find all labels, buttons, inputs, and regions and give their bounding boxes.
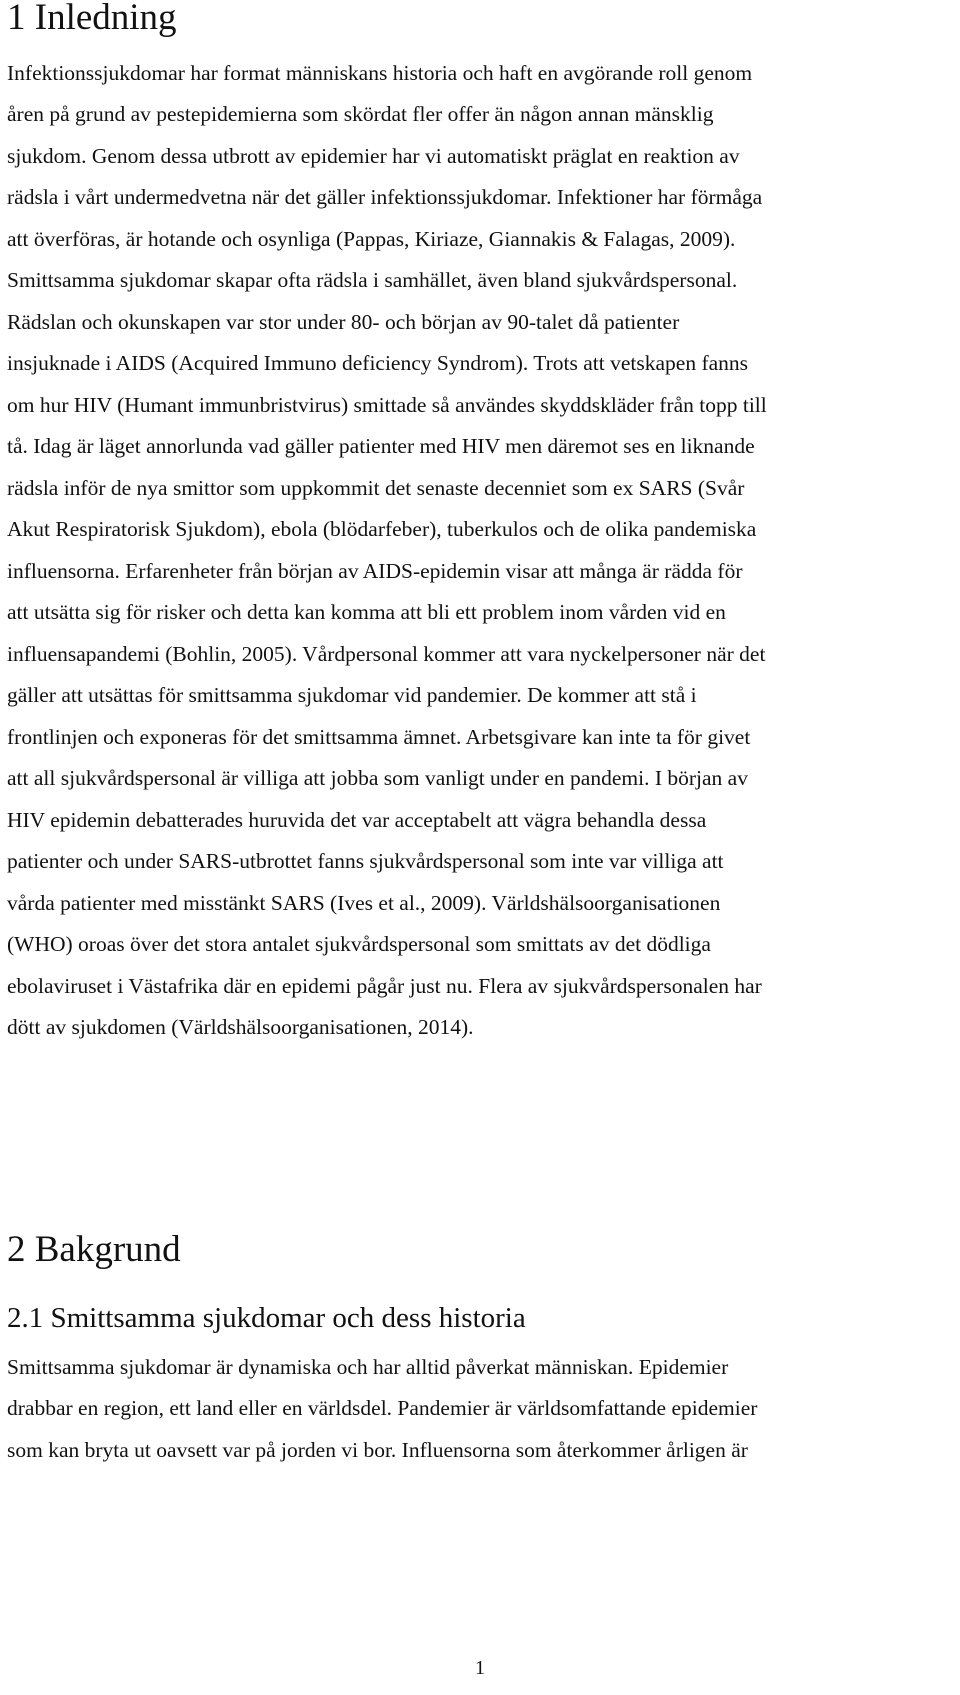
text-line: som kan bryta ut oavsett var på jorden vi bor. Influensorna som återkommer årligen är	[7, 1438, 748, 1462]
text-line: Akut Respiratorisk Sjukdom), ebola (blödarfeber), tuberkulos och de olika pandemiska	[7, 517, 757, 541]
text-line: Smittsamma sjukdomar är dynamiska och har alltid påverkat människan. Epidemier	[7, 1355, 729, 1379]
text-line: gäller att utsättas för smittsamma sjukdomar vid pandemier. De kommer att stå i	[7, 683, 697, 707]
text-line: dött av sjukdomen (Världshälsoorganisationen, 2014).	[7, 1015, 474, 1039]
text-line: ebolaviruset i Västafrika där en epidemi pågår just nu. Flera av sjukvårdspersonalen har	[7, 974, 762, 998]
text-line: åren på grund av pestepidemierna som skördat fler offer än någon annan mänsklig	[7, 102, 714, 126]
text-line: drabbar en region, ett land eller en världsdel. Pandemier är världsomfattande epidemier	[7, 1396, 758, 1420]
text-line: influensorna. Erfarenheter från början av AIDS-epidemin visar att många är rädda för	[7, 559, 743, 583]
text-line: rädsla i vårt undermedvetna när det gäller infektionssjukdomar. Infektioner har förmåga	[7, 185, 763, 209]
text-line: patienter och under SARS-utbrottet fanns sjukvårdspersonal som inte var villiga att	[7, 849, 724, 873]
text-line: (WHO) oroas över det stora antalet sjukvårdspersonal som smittats av det dödliga	[7, 932, 711, 956]
text-line: att överföras, är hotande och osynliga (Pappas, Kiriaze, Giannakis & Falagas, 2009).	[7, 227, 736, 251]
subsection-heading-smittsamma: 2.1 Smittsamma sjukdomar och dess historia	[7, 1302, 526, 1334]
text-line: HIV epidemin debatterades huruvida det var acceptabelt att vägra behandla dessa	[7, 808, 707, 832]
text-line: vårda patienter med misstänkt SARS (Ives et al., 2009). Världshälsoorganisationen	[7, 891, 721, 915]
text-line: Smittsamma sjukdomar skapar ofta rädsla i samhället, även bland sjukvårdspersonal.	[7, 268, 738, 292]
text-line: tå. Idag är läget annorlunda vad gäller patienter med HIV men däremot ses en liknande	[7, 434, 755, 458]
text-line: att utsätta sig för risker och detta kan komma att bli ett problem inom vården vid en	[7, 600, 726, 624]
text-line: Rädslan och okunskapen var stor under 80- och början av 90-talet då patienter	[7, 310, 680, 334]
section-heading-bakgrund: 2 Bakgrund	[7, 1229, 181, 1270]
page-number: 1	[475, 1657, 485, 1679]
text-line: att all sjukvårdspersonal är villiga att jobba som vanligt under en pandemi. I början av	[7, 766, 748, 790]
text-line: frontlinjen och exponeras för det smittsamma ämnet. Arbetsgivare kan inte ta för givet	[7, 725, 751, 749]
text-line: om hur HIV (Humant immunbristvirus) smittade så användes skyddskläder från topp till	[7, 393, 767, 417]
section-heading-inledning: 1 Inledning	[7, 0, 177, 38]
text-line: influensapandemi (Bohlin, 2005). Vårdpersonal kommer att vara nyckelpersoner när det	[7, 642, 766, 666]
text-line: rädsla inför de nya smittor som uppkommit det senaste decenniet som ex SARS (Svår	[7, 476, 745, 500]
text-line: sjukdom. Genom dessa utbrott av epidemier har vi automatiskt präglat en reaktion av	[7, 144, 740, 168]
text-line: Infektionssjukdomar har format människans historia och haft en avgörande roll genom	[7, 61, 753, 85]
text-line: insjuknade i AIDS (Acquired Immuno deficiency Syndrom). Trots att vetskapen fanns	[7, 351, 749, 375]
